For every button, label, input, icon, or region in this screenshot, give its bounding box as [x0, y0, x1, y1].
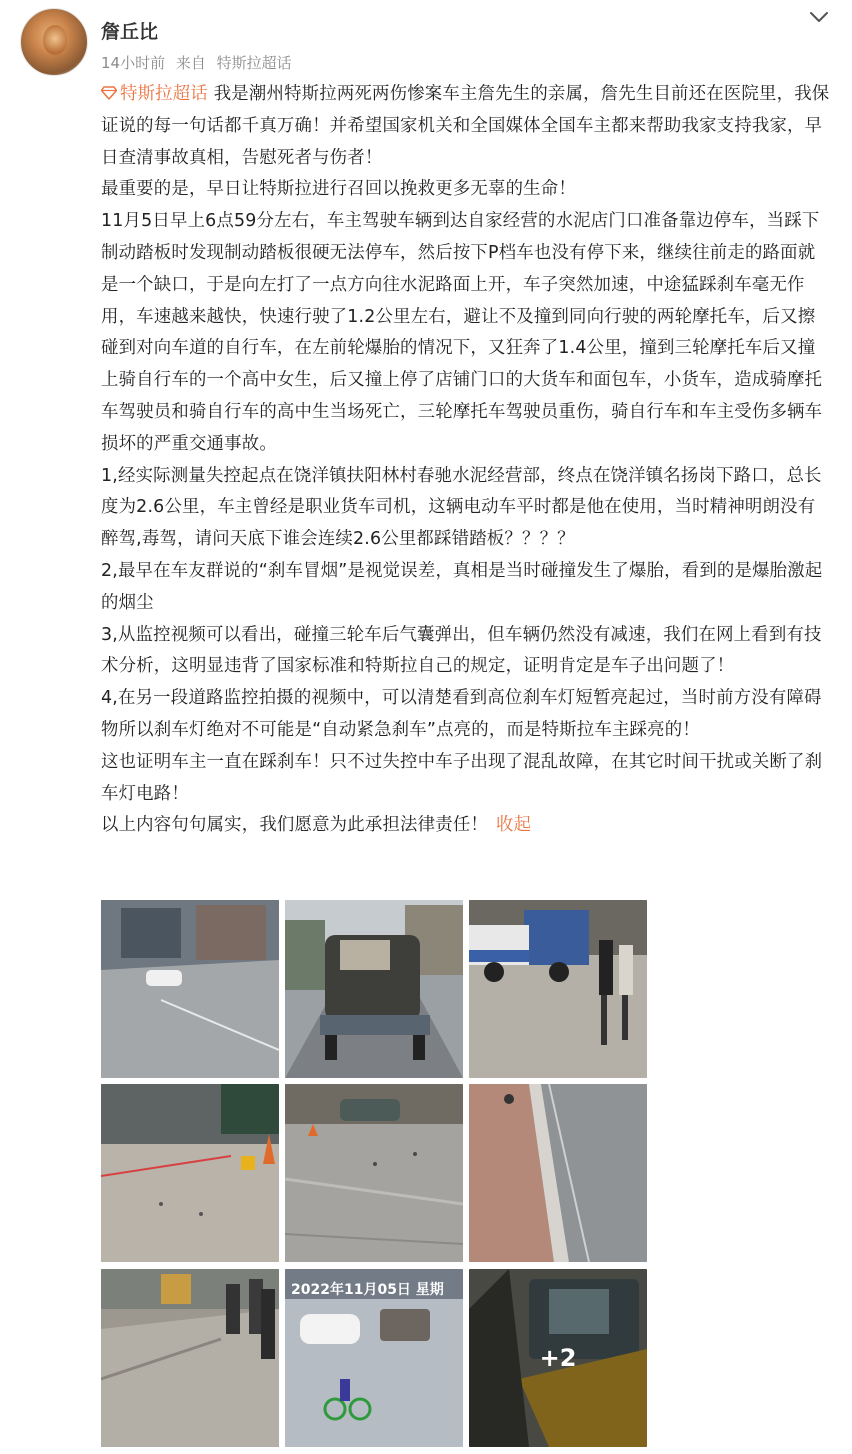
- source-link[interactable]: 特斯拉超话: [216, 54, 292, 72]
- topic-link[interactable]: [101, 84, 214, 104]
- post-paragraph-5: 2,最早在车友群说的“刹车冒烟”是视觉误差，真相是当时碰撞发生了爆胎，看到的是爆胎激起的烟尘: [101, 560, 823, 613]
- cctv-timestamp: 2022年11月05日 星期: [291, 1282, 444, 1298]
- photo-thumbnail-2[interactable]: [285, 900, 463, 1078]
- post-paragraph-3: 11月5日早上6点59分左右，车主驾驶车辆到达自家经营的水泥店门口准备靠边停车，当踩下制动踏板时发现制动踏板很硬无法停车，然后按下P档车也没有停下来，继续往前走的路面就是一个缺口，于是向左打了一点方向往水泥路面上开，车子突然加速，中途猛踩刹车毫无作用，车速越来越快，快速行驶了1.2公里左右，避让不及撞到同向行驶的两轮摩托车，后又擦碰到对向车道的自行车，在左前轮爆胎的情况下，又狂奔了1.4公里，撞到三轮摩托车后又撞上骑自行车的一个高中女生，后又撞上停了店铺门口的大货车和面包车，小货车，造成骑摩托车驾驶员和骑自行车的高中生当场死亡，三轮摩托车驾驶员重伤，骑自行车和车主受伤多辆车损坏的严重交通事故。: [101, 211, 823, 454]
- post-paragraph-2: 最重要的是，早日让特斯拉进行召回以挽救更多无辜的生命！: [101, 179, 576, 200]
- post-paragraph-1: [101, 79, 831, 174]
- more-photos-count[interactable]: +2: [469, 1269, 647, 1447]
- post-text-9: 以上内容句句属实，我们愿意为此承担法律责任！: [101, 815, 488, 836]
- photo-thumbnail-1[interactable]: [101, 900, 279, 1078]
- source-prefix: 来自: [175, 54, 206, 72]
- photo-thumbnail-6[interactable]: [469, 1084, 647, 1262]
- post-paragraph-9: [101, 810, 831, 842]
- post-paragraph-8: 这也证明车主一直在踩刹车！只不过失控中车子出现了混乱故障，在其它时间干扰或关断了刹车灯电路！: [101, 751, 823, 804]
- diamond-icon: [101, 86, 117, 100]
- post-paragraph-4: 1,经实际测量失控起点在饶洋镇扶阳林村春驰水泥经营部，终点在饶洋镇名扬岗下路口，总长度为2.6公里，车主曾经是职业货车司机，这辆电动车平时都是他在使用，当时精神明朗没有醉驾,毒驾，请问天底下谁会连续2.6公里都踩错踏板？？？？: [101, 465, 822, 550]
- chevron-down-icon[interactable]: [806, 4, 832, 30]
- collapse-link[interactable]: 收起: [496, 815, 532, 836]
- photo-thumbnail-8[interactable]: [285, 1269, 463, 1447]
- photo-grid: [101, 900, 648, 1448]
- post-paragraph-6: 3,从监控视频可以看出，碰撞三轮车后气囊弹出，但车辆仍然没有减速，我们在网上看到有技术分析，这明显违背了国家标准和特斯拉自己的规定，证明肯定是车子出问题了！: [101, 624, 822, 677]
- post-time: 14小时前: [101, 54, 166, 72]
- post-body: [101, 79, 831, 842]
- post-meta: [101, 52, 298, 73]
- post-text-1: 我是潮州特斯拉两死两伤惨案车主詹先生的亲属，詹先生目前还在医院里，我保证说的每一句话都千真万确！并希望国家机关和全国媒体全国车主都来帮助我家支持我家，早日查清事故真相，告慰死者与伤者！: [101, 84, 830, 168]
- photo-thumbnail-3[interactable]: [469, 900, 647, 1078]
- topic-label[interactable]: 特斯拉超话: [120, 84, 208, 104]
- photo-thumbnail-9[interactable]: [469, 1269, 647, 1447]
- user-avatar[interactable]: [20, 8, 88, 76]
- photo-thumbnail-4[interactable]: [101, 1084, 279, 1262]
- photo-thumbnail-7[interactable]: [101, 1269, 279, 1447]
- username[interactable]: 詹丘比: [101, 21, 159, 43]
- photo-thumbnail-5[interactable]: [285, 1084, 463, 1262]
- post-paragraph-7: 4,在另一段道路监控拍摄的视频中，可以清楚看到高位刹车灯短暂亮起过，当时前方没有障碍物所以刹车灯绝对不可能是“自动紧急刹车”点亮的，而是特斯拉车主踩亮的！: [101, 688, 822, 740]
